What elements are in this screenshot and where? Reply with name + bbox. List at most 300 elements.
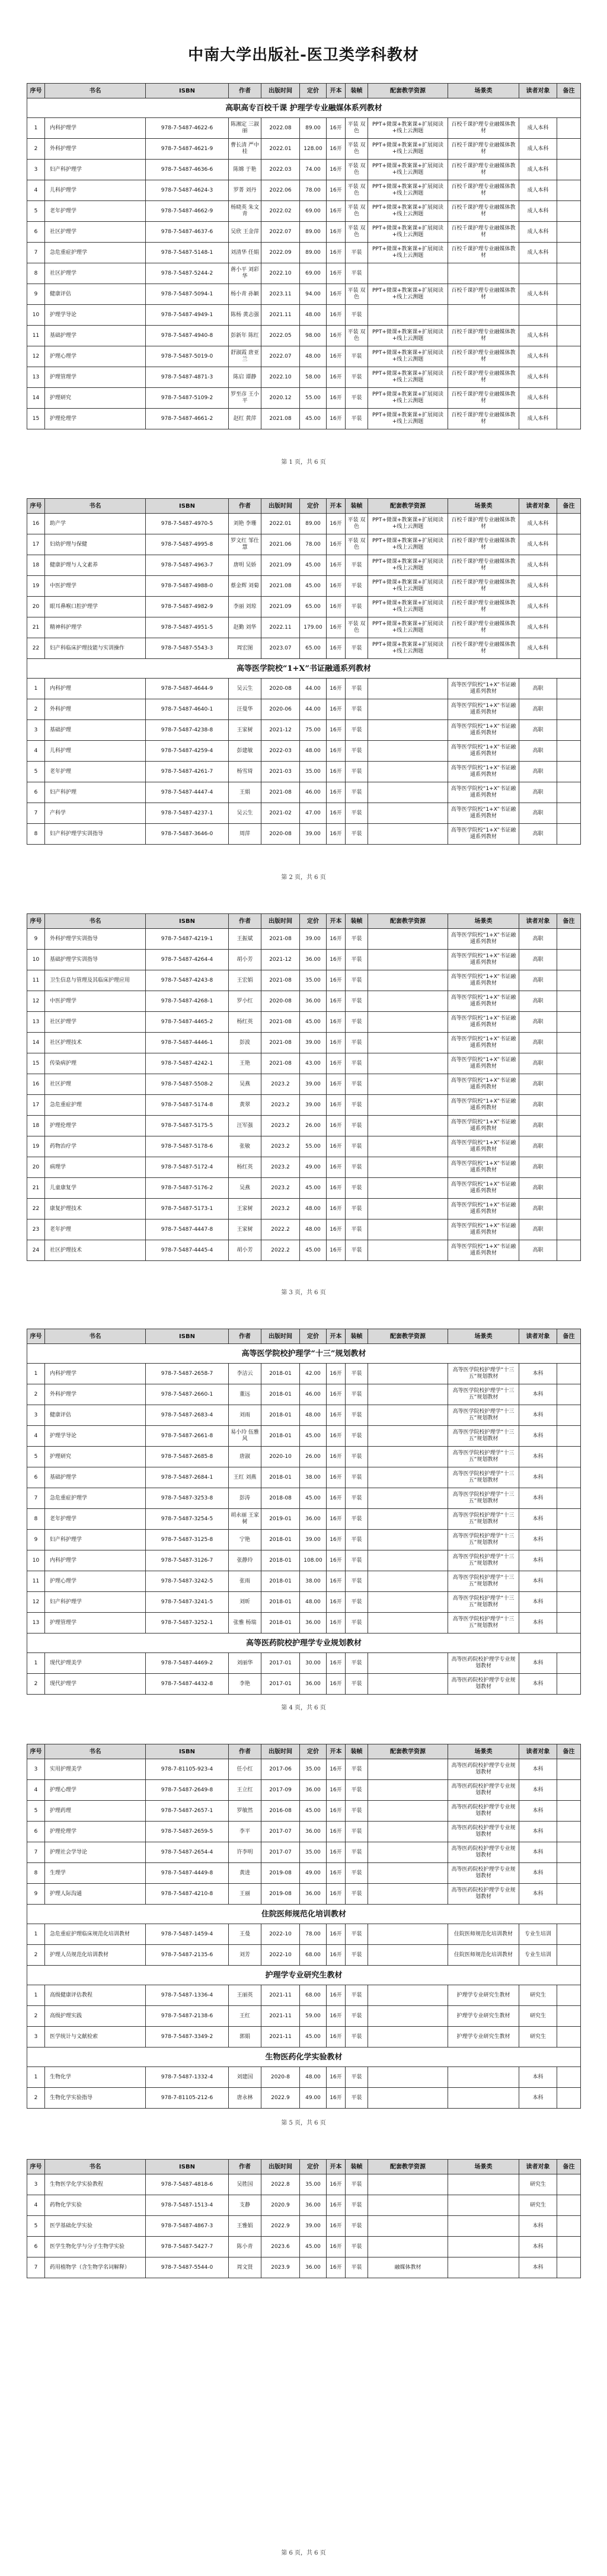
table-cell: 12 xyxy=(27,1592,45,1613)
table-cell xyxy=(557,1384,581,1405)
table-cell: 16开 xyxy=(327,2174,346,2195)
column-header: 书名 xyxy=(45,84,146,98)
table-cell: 9 xyxy=(27,1530,45,1550)
table-cell: 978-7-5487-2659-5 xyxy=(146,1822,229,1842)
table-cell: 罗菁 刘丹 xyxy=(229,180,261,201)
catalog-table xyxy=(27,2159,581,2278)
table-cell: 高职 xyxy=(519,950,557,970)
table-cell: 本科 xyxy=(519,1674,557,1695)
column-header: 书名 xyxy=(45,1329,146,1344)
table-cell: 2 xyxy=(27,1384,45,1405)
table-cell: 彭建敏 xyxy=(229,741,261,762)
table-cell: 45.00 xyxy=(300,1801,327,1822)
table-row xyxy=(27,1530,581,1550)
table-cell: 平装 xyxy=(346,1136,368,1157)
table-cell: 本科 xyxy=(519,1571,557,1592)
table-cell: 978-7-5487-4982-9 xyxy=(146,597,229,617)
table-cell: 老年护理学 xyxy=(45,1509,146,1530)
table-cell: 高等医学院校“1+X”书证融通系列教材 xyxy=(448,991,519,1012)
table-cell: 基础护理学 xyxy=(45,1467,146,1488)
table-cell xyxy=(557,1447,581,1467)
column-header: 配套教学资源 xyxy=(368,1744,448,1759)
table-cell: 平装 xyxy=(346,2067,368,2088)
table-cell: 护理伦理学 xyxy=(45,1116,146,1136)
table-row xyxy=(27,180,581,201)
table-cell: 9 xyxy=(27,1884,45,1905)
table-cell: 2021-11 xyxy=(261,1985,300,2006)
table-cell: 王娟 xyxy=(229,782,261,803)
table-cell: 实用护理美学 xyxy=(45,1759,146,1780)
table-row xyxy=(27,1550,581,1571)
table-cell: 2 xyxy=(27,1945,45,1966)
column-header: 序号 xyxy=(27,1329,45,1344)
table-cell: 住院医师规范化培训教材 xyxy=(448,1945,519,1966)
table-cell: 36.00 xyxy=(300,991,327,1012)
table-cell: 2022.01 xyxy=(261,514,300,534)
table-cell: 3 xyxy=(27,160,45,180)
table-cell xyxy=(557,1571,581,1592)
table-cell: 6 xyxy=(27,782,45,803)
table-cell: 978-7-5487-3126-7 xyxy=(146,1550,229,1571)
table-cell: 罗小红 xyxy=(229,991,261,1012)
table-cell: 平装 xyxy=(346,1074,368,1095)
table-cell: 成人本科 xyxy=(519,576,557,597)
table-cell: 978-7-5487-5109-2 xyxy=(146,388,229,409)
table-cell: 16开 xyxy=(327,2088,346,2109)
table-cell xyxy=(557,1653,581,1674)
table-cell: PPT+微课+教案课+扩展阅读+线上云测题 xyxy=(368,409,448,429)
table-cell: 护理学导论 xyxy=(45,305,146,326)
table-cell: 978-7-5487-4447-4 xyxy=(146,782,229,803)
table-cell: 平装 xyxy=(346,597,368,617)
table-cell: 978-7-5487-5543-3 xyxy=(146,638,229,659)
table-cell: 20 xyxy=(27,1157,45,1178)
table-cell: 医学生物化学与分子生物学实验 xyxy=(45,2237,146,2257)
table-cell: 978-7-81105-923-4 xyxy=(146,1759,229,1780)
table-row xyxy=(27,1653,581,1674)
table-row xyxy=(27,1095,581,1116)
table-cell: 11 xyxy=(27,970,45,991)
table-cell xyxy=(448,263,519,284)
table-cell: 978-7-5487-4219-1 xyxy=(146,929,229,950)
table-cell: 7 xyxy=(27,1842,45,1863)
column-header: 开本 xyxy=(327,84,346,98)
catalog-page-2 xyxy=(27,498,580,845)
table-cell: 本科 xyxy=(519,2088,557,2109)
table-cell: 6 xyxy=(27,1822,45,1842)
table-cell: 978-7-5487-5508-2 xyxy=(146,1074,229,1095)
table-row xyxy=(27,1426,581,1447)
table-cell: 2 xyxy=(27,1674,45,1695)
table-cell: 978-7-5487-2685-8 xyxy=(146,1447,229,1467)
catalog-page-6 xyxy=(27,2159,580,2278)
table-cell: 978-7-5487-3252-1 xyxy=(146,1613,229,1634)
table-cell: 16开 xyxy=(327,139,346,160)
table-cell: 眼耳鼻喉口腔护理学 xyxy=(45,597,146,617)
table-cell: 高职 xyxy=(519,1095,557,1116)
table-cell: 16开 xyxy=(327,991,346,1012)
table-cell: 研究生 xyxy=(519,2006,557,2027)
table-row xyxy=(27,720,581,741)
table-cell: 高等医学院校护理学“十三五”规划教材 xyxy=(448,1426,519,1447)
table-cell: 高等医学院校“1+X”书证融通系列教材 xyxy=(448,679,519,699)
table-cell: 本科 xyxy=(519,1592,557,1613)
column-header: 出版时间 xyxy=(261,914,300,929)
table-cell: 2021.06 xyxy=(261,534,300,555)
table-cell: 16开 xyxy=(327,2006,346,2027)
column-header: ISBN xyxy=(146,2160,229,2174)
table-cell xyxy=(557,305,581,326)
table-cell: 2021-03 xyxy=(261,762,300,782)
table-cell: 2023.2 xyxy=(261,1178,300,1199)
table-cell: 高等医学院校“1+X”书证融通系列教材 xyxy=(448,1053,519,1074)
table-cell: 本科 xyxy=(519,1759,557,1780)
table-cell: 高等医学院校护理学“十三五”规划教材 xyxy=(448,1613,519,1634)
table-cell: 高等医学院校“1+X”书证融通系列教材 xyxy=(448,824,519,845)
table-cell: 平装 xyxy=(346,243,368,263)
table-cell: 11 xyxy=(27,1571,45,1592)
table-row xyxy=(27,1509,581,1530)
table-cell xyxy=(557,762,581,782)
table-cell: 百校千课护理专业融媒体教材 xyxy=(448,597,519,617)
table-cell: 978-7-5487-3253-8 xyxy=(146,1488,229,1509)
table-cell: 978-7-5487-3241-5 xyxy=(146,1592,229,1613)
table-cell: 本科 xyxy=(519,1509,557,1530)
table-cell xyxy=(557,388,581,409)
table-cell: 平装 xyxy=(346,1116,368,1136)
table-cell xyxy=(557,1488,581,1509)
table-cell: 高职 xyxy=(519,803,557,824)
table-cell xyxy=(557,991,581,1012)
table-cell: 本科 xyxy=(519,1822,557,1842)
column-header: 装帧 xyxy=(346,2160,368,2174)
table-cell: 护理社会学导论 xyxy=(45,1842,146,1863)
table-cell: 张雨 xyxy=(229,1571,261,1592)
table-cell: 16开 xyxy=(327,1571,346,1592)
table-cell: 百校千课护理专业融媒体教材 xyxy=(448,243,519,263)
table-cell: 王宏娟 xyxy=(229,970,261,991)
table-cell: 3 xyxy=(27,2027,45,2048)
section-title-row xyxy=(27,1344,581,1364)
table-cell: 39.00 xyxy=(300,824,327,845)
table-row xyxy=(27,1074,581,1095)
table-cell: 王红 刘燕 xyxy=(229,1467,261,1488)
table-cell xyxy=(368,1801,448,1822)
table-cell: 978-7-5487-4268-1 xyxy=(146,991,229,1012)
table-cell: 护理伦理学 xyxy=(45,1822,146,1842)
table-cell: 妇幼护理与保健 xyxy=(45,534,146,555)
table-cell: 978-7-5487-1513-4 xyxy=(146,2195,229,2216)
table-row xyxy=(27,1801,581,1822)
table-cell: 研究生 xyxy=(519,1985,557,2006)
table-cell: 16开 xyxy=(327,305,346,326)
table-cell: 978-7-5487-5427-7 xyxy=(146,2237,229,2257)
table-cell: 16开 xyxy=(327,1759,346,1780)
table-cell: 胡永丽 王家树 xyxy=(229,1509,261,1530)
table-cell: 赵勤 刘华 xyxy=(229,617,261,638)
table-row xyxy=(27,1780,581,1801)
table-row xyxy=(27,1863,581,1884)
table-cell: 16开 xyxy=(327,326,346,346)
table-cell: 30.00 xyxy=(300,1653,327,1674)
table-cell: PPT+微课+教案课+扩展阅读+线上云测题 xyxy=(368,576,448,597)
table-cell: 13 xyxy=(27,1613,45,1634)
table-cell: 45.00 xyxy=(300,2237,327,2257)
table-cell: 2023.2 xyxy=(261,1116,300,1136)
table-cell xyxy=(557,243,581,263)
table-cell: 16开 xyxy=(327,346,346,367)
table-cell: 2022.8 xyxy=(261,2174,300,2195)
column-header: 场景类 xyxy=(448,1744,519,1759)
table-cell: 高等医药院校护理学专业规划教材 xyxy=(448,1863,519,1884)
table-cell xyxy=(368,1240,448,1261)
catalog-table xyxy=(27,913,581,1261)
table-cell: 妇产科护理学 xyxy=(45,160,146,180)
table-cell: 1 xyxy=(27,2067,45,2088)
table-cell: 16开 xyxy=(327,1012,346,1033)
table-cell: 高职 xyxy=(519,1116,557,1136)
table-cell: 高职 xyxy=(519,782,557,803)
table-cell: 平装 xyxy=(346,1945,368,1966)
table-cell: 平装 xyxy=(346,305,368,326)
table-cell: 平装 xyxy=(346,1012,368,1033)
table-cell: 45.00 xyxy=(300,576,327,597)
table-cell: 百校千课护理专业融媒体教材 xyxy=(448,180,519,201)
table-cell: 17 xyxy=(27,534,45,555)
table-cell: 刘昕 xyxy=(229,1592,261,1613)
table-cell: 978-7-5487-4624-3 xyxy=(146,180,229,201)
table-cell xyxy=(557,1945,581,1966)
table-cell: 高等医学院校“1+X”书证融通系列教材 xyxy=(448,803,519,824)
table-cell: 高等医药院校护理学专业规划教材 xyxy=(448,1674,519,1695)
column-header: 定价 xyxy=(300,499,327,514)
table-cell xyxy=(368,1426,448,1447)
table-cell: 平装 xyxy=(346,1884,368,1905)
table-cell xyxy=(368,679,448,699)
table-cell: 2017-09 xyxy=(261,1780,300,1801)
table-row xyxy=(27,263,581,284)
table-cell: 研究生 xyxy=(519,2195,557,2216)
table-cell: 21 xyxy=(27,1178,45,1199)
table-cell: 89.00 xyxy=(300,222,327,243)
table-cell: 2021-08 xyxy=(261,1033,300,1053)
table-cell: 成人本科 xyxy=(519,222,557,243)
table-cell xyxy=(557,1467,581,1488)
table-cell: 978-7-5487-5174-8 xyxy=(146,1095,229,1116)
table-cell: 高等医学院校护理学“十三五”规划教材 xyxy=(448,1571,519,1592)
table-cell: 郭娟 xyxy=(229,2027,261,2048)
table-cell: 卫生信息与管理及其临床护理应用 xyxy=(45,970,146,991)
table-cell xyxy=(557,284,581,305)
table-cell xyxy=(557,1822,581,1842)
table-cell: 13 xyxy=(27,367,45,388)
table-cell: 陈小青 xyxy=(229,2237,261,2257)
table-cell: 2016-08 xyxy=(261,1801,300,1822)
table-row xyxy=(27,679,581,699)
table-cell: 王雅娟 xyxy=(229,2216,261,2237)
table-cell: 高等医学院校“1+X”书证融通系列教材 xyxy=(448,1178,519,1199)
table-cell: 平装 xyxy=(346,1822,368,1842)
table-cell: 儿科护理 xyxy=(45,741,146,762)
table-cell: 本科 xyxy=(519,2216,557,2237)
table-cell: 16开 xyxy=(327,762,346,782)
table-cell: 5 xyxy=(27,1801,45,1822)
table-cell: 35.00 xyxy=(300,1842,327,1863)
table-cell: 5 xyxy=(27,1447,45,1467)
catalog-page-3 xyxy=(27,913,580,1261)
table-cell: PPT+微课+教案课+扩展阅读+线上云测题 xyxy=(368,326,448,346)
table-cell: 社区护理学 xyxy=(45,263,146,284)
column-header: 书名 xyxy=(45,2160,146,2174)
table-cell xyxy=(557,1592,581,1613)
table-row xyxy=(27,1924,581,1945)
table-cell: 2018-01 xyxy=(261,1592,300,1613)
table-row xyxy=(27,555,581,576)
table-cell: 唐永林 xyxy=(229,2088,261,2109)
table-cell: 16开 xyxy=(327,1924,346,1945)
table-cell: 2 xyxy=(27,699,45,720)
table-cell: 百校千课护理专业融媒体教材 xyxy=(448,409,519,429)
table-cell xyxy=(519,263,557,284)
table-cell: 成人本科 xyxy=(519,638,557,659)
table-cell xyxy=(368,1822,448,1842)
table-cell: 16开 xyxy=(327,1945,346,1966)
table-cell: 16开 xyxy=(327,1240,346,1261)
table-cell: 高职 xyxy=(519,1240,557,1261)
table-cell: 成人本科 xyxy=(519,243,557,263)
table-cell: 2021.08 xyxy=(261,576,300,597)
table-cell: 汪军强 xyxy=(229,1116,261,1136)
table-cell: 2022.06 xyxy=(261,180,300,201)
column-header: 读者对象 xyxy=(519,1329,557,1344)
table-cell: 刘丽华 xyxy=(229,1653,261,1674)
table-cell xyxy=(368,699,448,720)
catalog-table xyxy=(27,498,581,845)
table-cell: 平装 xyxy=(346,824,368,845)
table-cell: 978-7-5487-2683-4 xyxy=(146,1405,229,1426)
table-row xyxy=(27,741,581,762)
table-cell: 刘清华 任娟 xyxy=(229,243,261,263)
table-cell: 平装 xyxy=(346,555,368,576)
table-row xyxy=(27,243,581,263)
column-header: 配套教学资源 xyxy=(368,499,448,514)
table-cell: 杨小青 孙颖 xyxy=(229,284,261,305)
page-footer: 第 2 页，共 6 页 xyxy=(281,874,326,881)
table-cell: 16开 xyxy=(327,1822,346,1842)
table-cell xyxy=(368,1033,448,1053)
table-cell: 45.00 xyxy=(300,1012,327,1033)
table-cell: 2023.2 xyxy=(261,1074,300,1095)
table-cell: 吴燕 xyxy=(229,1178,261,1199)
table-cell: 94.00 xyxy=(300,284,327,305)
table-cell: 护理人际沟通 xyxy=(45,1884,146,1905)
table-cell: 978-7-5487-4662-9 xyxy=(146,201,229,222)
table-cell: 68.00 xyxy=(300,1945,327,1966)
column-header: 装帧 xyxy=(346,914,368,929)
table-cell: 45.00 xyxy=(300,555,327,576)
page-footer: 第 4 页，共 6 页 xyxy=(281,1705,326,1711)
table-cell: 罗至彦 王小平 xyxy=(229,388,261,409)
column-header: 开本 xyxy=(327,914,346,929)
table-cell: 产科学 xyxy=(45,803,146,824)
table-cell: 社区护理技术 xyxy=(45,1240,146,1261)
table-row xyxy=(27,2237,581,2257)
table-cell: 内科护理 xyxy=(45,679,146,699)
table-cell: 16开 xyxy=(327,1116,346,1136)
table-cell: 罗文红 邹仕慧 xyxy=(229,534,261,555)
table-cell: 2023.2 xyxy=(261,1199,300,1219)
table-cell: 2023.6 xyxy=(261,2237,300,2257)
table-cell: 药物治疗学 xyxy=(45,1136,146,1157)
table-cell xyxy=(368,1509,448,1530)
table-cell: 健康护理与人文素养 xyxy=(45,555,146,576)
table-cell: PPT+微课+教案课+扩展阅读+线上云测题 xyxy=(368,555,448,576)
table-row xyxy=(27,367,581,388)
table-row xyxy=(27,305,581,326)
table-cell: 35.00 xyxy=(300,1759,327,1780)
table-cell: 健康评估 xyxy=(45,284,146,305)
table-row xyxy=(27,803,581,824)
table-cell: 5 xyxy=(27,762,45,782)
table-cell: 百校千课护理专业融媒体教材 xyxy=(448,534,519,555)
table-cell xyxy=(557,139,581,160)
table-cell xyxy=(557,576,581,597)
table-cell: 2023.11 xyxy=(261,284,300,305)
column-header: 读者对象 xyxy=(519,2160,557,2174)
column-header: 序号 xyxy=(27,84,45,98)
table-cell: 11 xyxy=(27,326,45,346)
table-cell: 16开 xyxy=(327,1178,346,1199)
table-cell: 98.00 xyxy=(300,326,327,346)
table-cell: 16开 xyxy=(327,1095,346,1116)
table-cell: 罗敏然 xyxy=(229,1801,261,1822)
table-cell: 39.00 xyxy=(300,1530,327,1550)
table-cell xyxy=(368,1053,448,1074)
table-cell: 高职 xyxy=(519,720,557,741)
table-cell: 16开 xyxy=(327,1447,346,1467)
table-cell: 18 xyxy=(27,1116,45,1136)
table-cell xyxy=(557,160,581,180)
column-header: 配套教学资源 xyxy=(368,2160,448,2174)
table-cell: 15 xyxy=(27,1053,45,1074)
table-cell: 8 xyxy=(27,263,45,284)
table-row xyxy=(27,824,581,845)
table-cell xyxy=(368,1924,448,1945)
table-cell: 王振斌 xyxy=(229,929,261,950)
table-cell: 16开 xyxy=(327,534,346,555)
table-cell: 45.00 xyxy=(300,409,327,429)
table-cell: 14 xyxy=(27,388,45,409)
table-cell: 现代护理学 xyxy=(45,1674,146,1695)
table-cell: 平装 双色 xyxy=(346,139,368,160)
table-cell xyxy=(368,1136,448,1157)
table-cell: 平装 xyxy=(346,2027,368,2048)
table-cell: 978-7-5487-3646-0 xyxy=(146,824,229,845)
table-cell: 2022.02 xyxy=(261,201,300,222)
table-row xyxy=(27,2257,581,2278)
table-cell: 16开 xyxy=(327,1530,346,1550)
table-cell: 周文贤 xyxy=(229,2257,261,2278)
table-cell: PPT+微课+教案课+扩展阅读+线上云测题 xyxy=(368,534,448,555)
table-cell: 2022.08 xyxy=(261,118,300,139)
table-cell: 89.00 xyxy=(300,514,327,534)
table-header-row xyxy=(27,914,581,929)
table-cell: 护理心理学 xyxy=(45,1571,146,1592)
table-cell: 高职 xyxy=(519,1053,557,1074)
table-cell: 成人本科 xyxy=(519,555,557,576)
table-cell xyxy=(368,1653,448,1674)
table-cell: 本科 xyxy=(519,1530,557,1550)
